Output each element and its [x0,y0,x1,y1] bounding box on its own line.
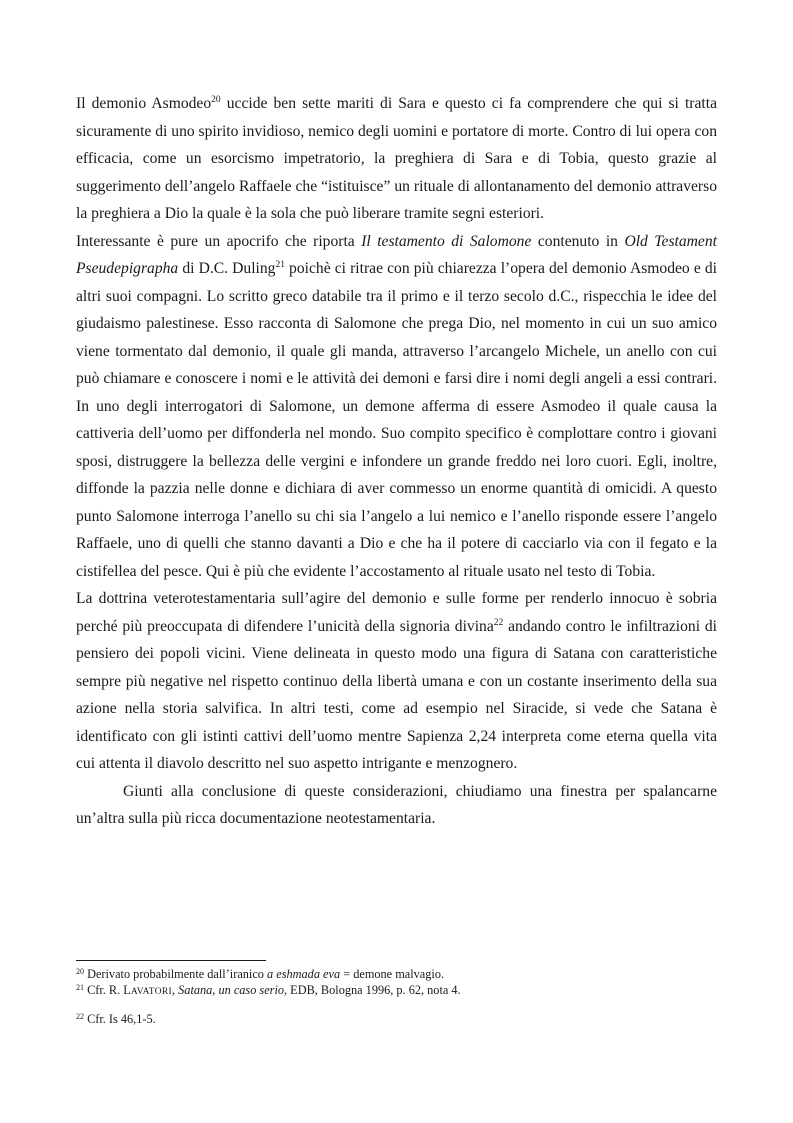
text-run: di D.C. Duling [178,260,276,277]
italic-title: Old Testament Pseudepigrapha [76,232,717,277]
text-run: Il demonio Asmodeo [76,95,212,112]
italic-term: a eshmada eva [267,967,341,981]
footnote-22 [76,1011,717,1027]
author-initial: L [123,983,131,997]
author-smallcaps: AVATORI [130,987,172,997]
footnote-number: 22 [76,1012,84,1021]
footnote-number: 20 [76,967,84,976]
main-text [76,90,717,833]
footnote-divider [76,960,266,961]
text-run: Derivato probabilmente dall’iranico [84,967,268,981]
text-run: La dottrina veterotestamentaria sull’agire del demonio e sulle forme per renderlo innocuo è sobria perché più preoccupata di difendere l’unicità della signoria divina [76,590,717,635]
footnote-21 [76,982,717,1000]
italic-title: Il testamento di Salomone [361,232,532,250]
paragraph-testamento [76,228,717,586]
text-run: poichè ci ritrae con più chiarezza l’opera del demonio Asmodeo e di altri suoi compagni. Lo scritto greco databile tra il primo e il terzo secolo d.C., rispecchia le idee del giudaismo palestinese. Esso racconta di Salomone che prega Dio, nel momento in cui un suo amico viene tormentato dal demonio, il quale gli manda, attraverso l’arcangelo Michele, un anello con cui può chiamare e conoscere i nomi e le attività dei demoni e farsi dire i nomi degli angeli a essi contrari. In uno degli interrogatori di Salomone, un demone afferma di essere Asmodeo il quale causa la cattiveria dell’uomo per diffonderla nel mondo. Suo compito specifico è complottare contro i giovani sposi, distruggere la bellezza delle vergini e infondere un grande freddo nei loro cuori. Egli, inoltre, diffonde la pazzia nelle donne e dichiara di aver commesso un enorme quantità di omicidi. A questo punto Salomone interroga l’anello su chi sia l’angelo a lui nemico e l’anello risponde essere l’angelo Raffaele, uno di quelli che stanno davanti a Dio e che ha il potere di cacciarlo via con il fegato e la cistifellea del pesce. Qui è più che evidente l’accostamento al rituale usato nel testo di Tobia. [76,260,717,580]
footnote-20 [76,966,717,982]
paragraph-asmodeo [76,90,717,228]
footnote-ref-22[interactable]: 22 [493,617,504,628]
footnotes [76,960,717,1027]
text-run: , [171,983,179,997]
text-run: Cfr. R. [84,983,124,997]
text-run: , EDB, Bologna 1996, p. 62, nota 4. [284,983,461,997]
text-run: uccide ben sette mariti di Sara e questo ci fa comprendere che qui si tratta sicuramente di uno spirito invidioso, nemico degli uomini e portatore di morte. Contro di lui opera con efficacia, come un esorcismo impetratorio, la preghiera di Sara e di Tobia, questo grazie al suggerimento dell’angelo Raffaele che “istituisce” un rituale di allontanamento del demonio attraverso la preghiera a Dio la quale è la sola che può liberare tramite segni esteriori. [76,95,717,222]
text-run: Cfr. Is 46,1-5. [84,1012,156,1026]
text-run: Interessante è pure un apocrifo che riporta [76,232,362,250]
footnote-number: 21 [76,983,84,992]
paragraph-dottrina [76,585,717,778]
text-run: andando contro le infiltrazioni di pensiero dei popoli vicini. Viene delineata in questo modo una figura di Satana con caratteristiche sempre più negative nel rispetto continuo della libertà umana e con un costante inserimento della sua azione nella storia salvifica. In altri testi, come ad esempio nel Siracide, si vede che Satana è identificato con gli istinti cattivi dell’uomo mentre Sapienza 2,24 interpreta come eterna quella vita cui attenta il diavolo descritto nel suo aspetto intrigante e menzognero. [76,617,718,772]
text-run: = demone malvagio. [340,967,445,981]
text-run: contenuto in [531,232,625,250]
paragraph-conclusione: Giunti alla conclusione di queste considerazioni, chiudiamo una finestra per spalancarne un’altra sulla più ricca documentazione neotestamentaria. [76,782,717,827]
italic-title: Satana, un caso serio [178,983,285,997]
footnote-ref-20[interactable]: 20 [211,95,221,105]
footnote-ref-21[interactable]: 21 [275,260,285,270]
